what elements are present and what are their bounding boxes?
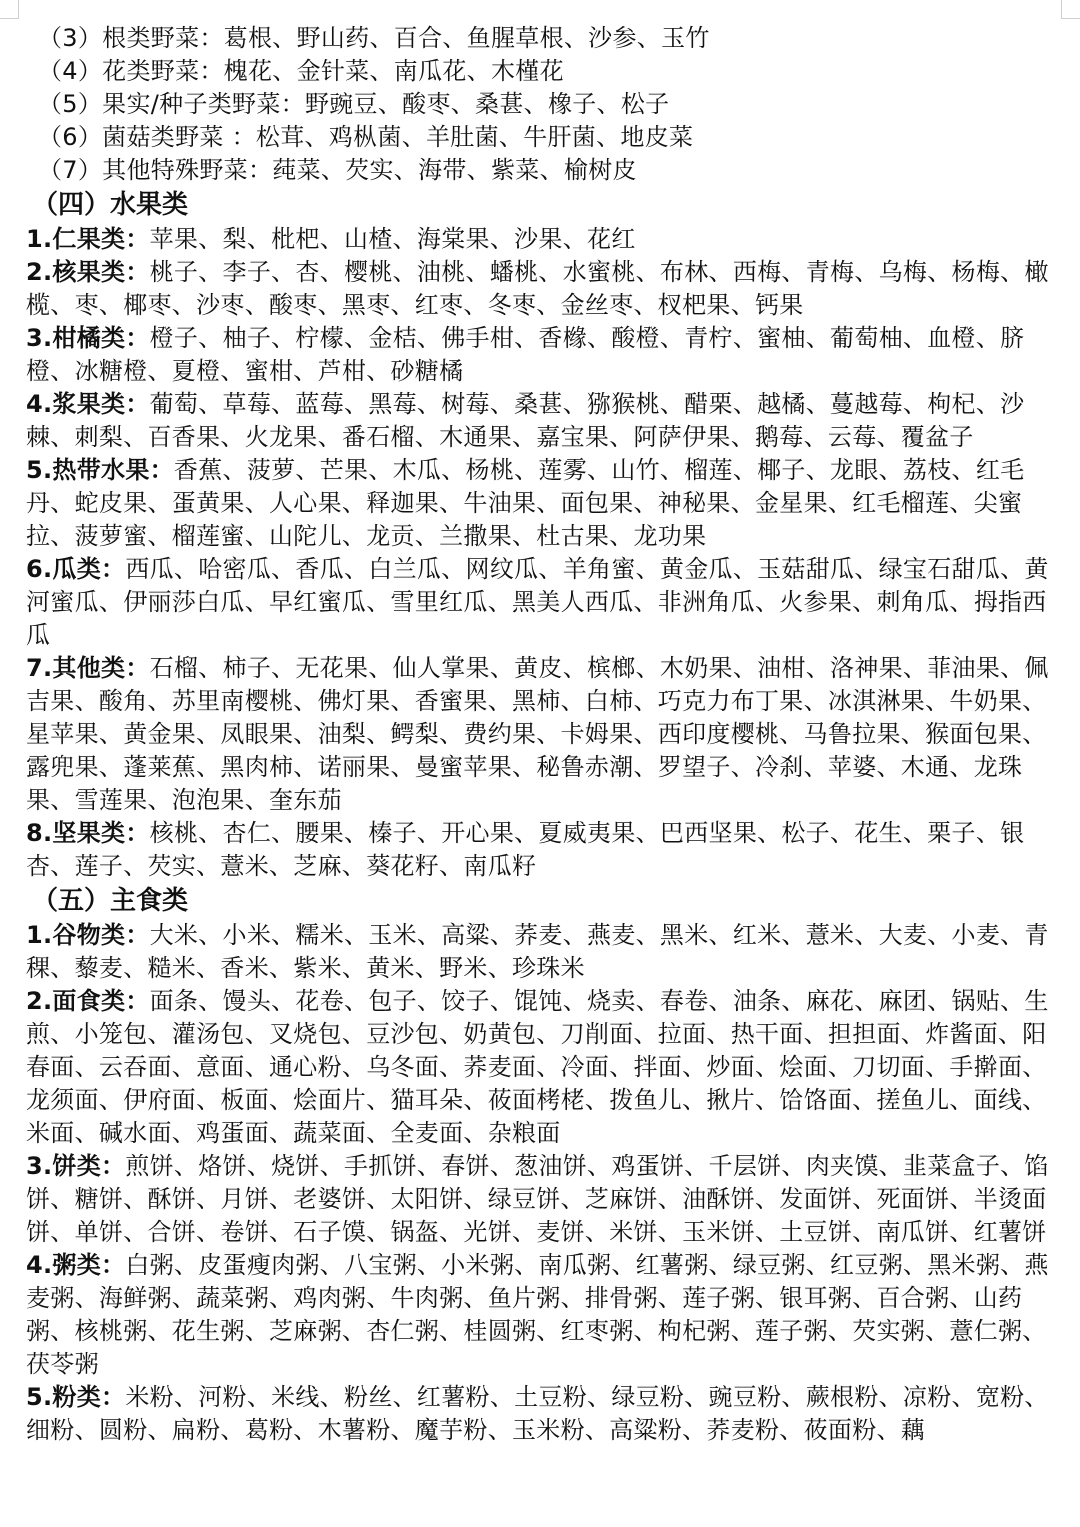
fruit-pome-text: 苹果、梨、枇杷、山楂、海棠果、沙果、花红	[149, 225, 636, 253]
crop-mark-right	[1061, 0, 1080, 19]
fruit-tropical-text: 香蕉、菠萝、芒果、木瓜、杨桃、莲雾、山竹、榴莲、椰子、龙眼、荔枝、红毛丹、蛇皮果、蛋黄果、人心果、释迦果、牛油果、面包果、神秘果、金星果、红毛榴莲、尖蜜拉、菠萝蜜、榴莲蜜、山陀儿、龙贡、兰撒果、杜古果、龙功果	[26, 456, 1025, 550]
staple-porridge-label: 4.粥类：	[26, 1251, 126, 1279]
staple-porridge-text: 白粥、皮蛋瘦肉粥、八宝粥、小米粥、南瓜粥、红薯粥、绿豆粥、红豆粥、黑米粥、燕麦粥、海鲜粥、蔬菜粥、鸡肉粥、牛肉粥、鱼片粥、排骨粥、莲子粥、银耳粥、百合粥、山药粥、核桃粥、花生粥、芝麻粥、杏仁粥、桂圆粥、红枣粥、枸杞粥、莲子粥、芡实粥、薏仁粥、茯苓粥	[26, 1251, 1049, 1378]
section-heading-fruit: （四）水果类	[32, 190, 189, 220]
fruit-melon	[26, 553, 1056, 652]
fruit-berry	[26, 388, 1056, 454]
fruit-melon-text: 西瓜、哈密瓜、香瓜、白兰瓜、网纹瓜、羊角蜜、黄金瓜、玉菇甜瓜、绿宝石甜瓜、黄河蜜瓜、伊丽莎白瓜、早红蜜瓜、雪里红瓜、黑美人西瓜、非洲角瓜、火参果、刺角瓜、拇指西瓜	[26, 555, 1049, 649]
fruit-nut-label: 8.坚果类：	[26, 819, 150, 847]
staple-grain-label: 1.谷物类：	[26, 921, 150, 949]
section-heading-staple: （五）主食类	[32, 886, 189, 916]
staple-porridge	[26, 1249, 1056, 1381]
fruit-nut	[26, 817, 1056, 883]
fruit-pome-label: 1.仁果类：	[26, 225, 150, 253]
veg-item-mushroom: （6）菌菇类野菜 ：松茸、鸡枞菌、羊肚菌、牛肝菌、地皮菜	[38, 123, 694, 151]
fruit-drupe-label: 2.核果类：	[26, 258, 150, 286]
staple-noodle-text: 面条、馒头、花卷、包子、饺子、馄饨、烧卖、春卷、油条、麻花、麻团、锅贴、生煎、小笼包、灌汤包、叉烧包、豆沙包、奶黄包、刀削面、拉面、热干面、担担面、炸酱面、阳春面、云吞面、意面、通心粉、乌冬面、荞麦面、冷面、拌面、炒面、烩面、刀切面、手擀面、龙须面、伊府面、板面、烩面片、猫耳朵、莜面栲栳、拨鱼儿、揪片、饸饹面、搓鱼儿、面线、米面、碱水面、鸡蛋面、蔬菜面、全麦面、杂粮面	[26, 987, 1049, 1147]
staple-pancake-label: 3.饼类：	[26, 1152, 126, 1180]
staple-noodle-label: 2.面食类：	[26, 987, 150, 1015]
fruit-citrus-text: 橙子、柚子、柠檬、金桔、佛手柑、香橼、酸橙、青柠、蜜柚、葡萄柚、血橙、脐橙、冰糖橙、夏橙、蜜柑、芦柑、砂糖橘	[26, 324, 1025, 385]
veg-item-fruit-seed: （5）果实/种子类野菜：野豌豆、酸枣、桑葚、橡子、松子	[38, 90, 670, 118]
fruit-drupe-text: 桃子、李子、杏、樱桃、油桃、蟠桃、水蜜桃、布林、西梅、青梅、乌梅、杨梅、橄榄、枣、椰枣、沙枣、酸枣、黑枣、红枣、冬枣、金丝枣、杈杷果、钙果	[26, 258, 1049, 319]
fruit-tropical	[26, 454, 1056, 553]
staple-pancake-text: 煎饼、烙饼、烧饼、手抓饼、春饼、葱油饼、鸡蛋饼、千层饼、肉夹馍、韭菜盒子、馅饼、糖饼、酥饼、月饼、老婆饼、太阳饼、绿豆饼、芝麻饼、油酥饼、发面饼、死面饼、半烫面饼、单饼、合饼、卷饼、石子馍、锅盔、光饼、麦饼、米饼、玉米饼、土豆饼、南瓜饼、红薯饼	[26, 1152, 1049, 1246]
fruit-citrus	[26, 322, 1056, 388]
staple-rice-noodle-label: 5.粉类：	[26, 1383, 126, 1411]
fruit-nut-text: 核桃、杏仁、腰果、榛子、开心果、夏威夷果、巴西坚果、松子、花生、栗子、银杏、莲子、芡实、薏米、芝麻、葵花籽、南瓜籽	[26, 819, 1025, 880]
staple-rice-noodle-text: 米粉、河粉、米线、粉丝、红薯粉、土豆粉、绿豆粉、豌豆粉、蕨根粉、凉粉、宽粉、细粉、圆粉、扁粉、葛粉、木薯粉、魔芋粉、玉米粉、高粱粉、荞麦粉、莜面粉、藕	[26, 1383, 1049, 1444]
fruit-tropical-label: 5.热带水果：	[26, 456, 174, 484]
fruit-drupe	[26, 256, 1056, 322]
fruit-other-label: 7.其他类：	[26, 654, 150, 682]
veg-item-root: （3）根类野菜：葛根、野山药、百合、鱼腥草根、沙参、玉竹	[38, 24, 710, 52]
veg-item-flower: （4）花类野菜：槐花、金针菜、南瓜花、木槿花	[38, 57, 564, 85]
fruit-berry-label: 4.浆果类：	[26, 390, 150, 418]
fruit-berry-text: 葡萄、草莓、蓝莓、黑莓、树莓、桑葚、猕猴桃、醋栗、越橘、蔓越莓、枸杞、沙棘、刺梨、百香果、火龙果、番石榴、木通果、嘉宝果、阿萨伊果、鹅莓、云莓、覆盆子	[26, 390, 1025, 451]
staple-grain	[26, 919, 1056, 985]
veg-item-other: （7）其他特殊野菜：莼菜、芡实、海带、紫菜、榆树皮	[38, 156, 637, 184]
staple-pancake	[26, 1150, 1056, 1249]
fruit-melon-label: 6.瓜类：	[26, 555, 126, 583]
crop-mark-left	[0, 0, 19, 19]
fruit-citrus-label: 3.柑橘类：	[26, 324, 150, 352]
staple-noodle	[26, 985, 1056, 1150]
staple-grain-text: 大米、小米、糯米、玉米、高粱、荞麦、燕麦、黑米、红米、薏米、大麦、小麦、青稞、藜麦、糙米、香米、紫米、黄米、野米、珍珠米	[26, 921, 1049, 982]
fruit-other-text: 石榴、柿子、无花果、仙人掌果、黄皮、槟榔、木奶果、油柑、洛神果、菲油果、佩吉果、酸角、苏里南樱桃、佛灯果、香蜜果、黑柿、白柿、巧克力布丁果、冰淇淋果、牛奶果、星苹果、黄金果、凤眼果、油梨、鳄梨、费约果、卡姆果、西印度樱桃、马鲁拉果、猴面包果、露兜果、蓬莱蕉、黑肉柿、诺丽果、曼蜜苹果、秘鲁赤潮、罗望子、冷刹、苹婆、木通、龙珠果、雪莲果、泡泡果、奎东茄	[26, 654, 1049, 814]
fruit-pome	[26, 223, 1056, 256]
fruit-other	[26, 652, 1056, 817]
staple-rice-noodle	[26, 1381, 1056, 1447]
document-page	[26, 22, 1056, 1447]
